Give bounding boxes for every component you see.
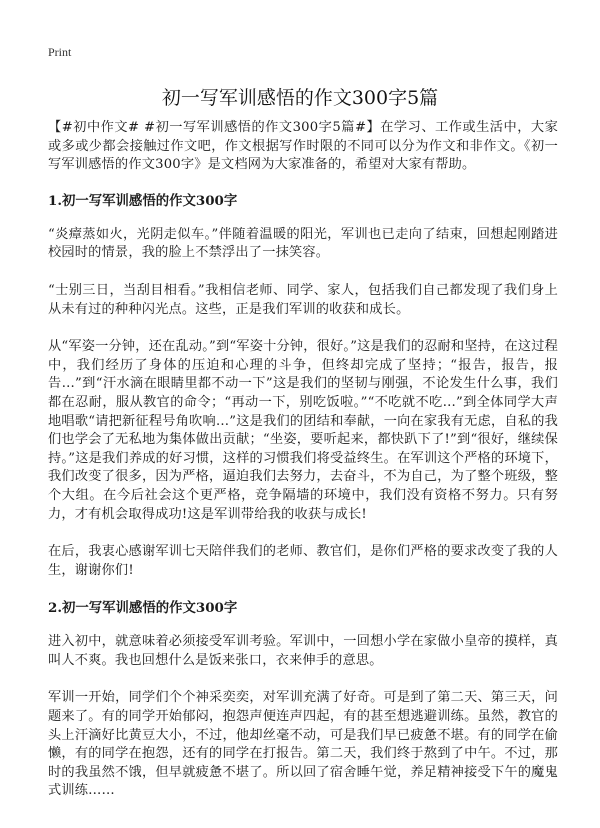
section-1-paragraph-1: “炎瘴蒸如火，光阴走似车。”伴随着温暖的阳光，军训也已走向了结束，回想起刚踏进校园时的情景，我的脸上不禁浮出了一抹笑容。	[48, 226, 558, 261]
section-1-paragraph-4: 在后，我衷心感谢军训七天陪伴我们的老师、教官们，是你们严格的要求改变了我的人生，谢谢你们!	[48, 544, 558, 578]
article-body	[48, 119, 558, 820]
section-heading-2: 2.初一写军训感悟的作文300字	[48, 600, 238, 617]
document-title: 初一写军训感悟的作文300字5篇	[161, 87, 439, 109]
intro-paragraph: 【#初中作文# #初一写军训感悟的作文300字5篇#】在学习、工作或生活中，大家或多或少都会接触过作文吧，作文根据写作时限的不同可以分为作文和非作文。《初一写军训感悟的作文300字》是文档网为大家准备的，希望对大家有帮助。	[48, 120, 558, 173]
section-2-paragraph-1: 进入初中，就意味着必须接受军训考验。军训中，一回想小学在家做小皇帝的摸样，真叫人不爽。我也回想什么是饭来张口，衣来伸手的意思。	[48, 634, 558, 668]
print-label[interactable]: Print	[48, 45, 72, 59]
section-heading-1: 1.初一写军训感悟的作文300字	[48, 192, 238, 209]
section-1-paragraph-2: “士别三日，当刮目相看。”我相信老师、同学、家人，包括我们自己都发现了我们身上从未有过的种种闪光点。这些，正是我们军训的收获和成长。	[48, 282, 558, 317]
section-1-paragraph-3: 从“军姿一分钟，还在乱动。”到“军姿十分钟，很好。”这是我们的忍耐和坚持，在这过程中，我们经历了身体的压迫和心理的斗争，但终却完成了坚持；“报告，报告，报告…”到“汗水滴在眼睛里都不动一下”这是我们的坚韧与刚强，不论发生什么事，我们都在忍耐，服从教官的命令；“再动一下，别吃饭啦。”“不吃就不吃…”到全体同学大声地唱歌“请把新征程号角吹响…”这是我们的团结和奉献，一向在家我有无虑，自私的我们也学会了无私地为集体做出贡献；“坐姿，要听起来，都快趴下了!”到“很好，继续保持。”这是我们养成的好习惯，这样的习惯我们将受益终生。在军训这个严格的环境下，我们改变了很多，因为严格，逼迫我们去努力，去奋斗，不为自己，为了整个班级，整个大组。在今后社会这个更严格，竞争隔墙的环境中，我们没有资格不努力。只有努力，才有机会取得成功!这是军训带给我的收获与成长!	[48, 339, 558, 522]
section-2-paragraph-2: 军训一开始，同学们个个神采奕奕，对军训充满了好奇。可是到了第二天、第三天，问题来了。有的同学开始郁闷，抱怨声便连声四起，有的甚至想逃避训练。虽然，教官的头上汗滴好比黄豆大小，不过，他却丝毫不动，可是我们早已疲惫不堪。有的同学在偷懒，有的同学在抱怨，还有的同学在打报告。第二天，我们终于熬到了中午。不过，那时的我虽然不饿，但早就疲惫不堪了。所以回了宿舍睡午觉，养足精神接受下午的魔鬼式训练……	[48, 690, 558, 799]
